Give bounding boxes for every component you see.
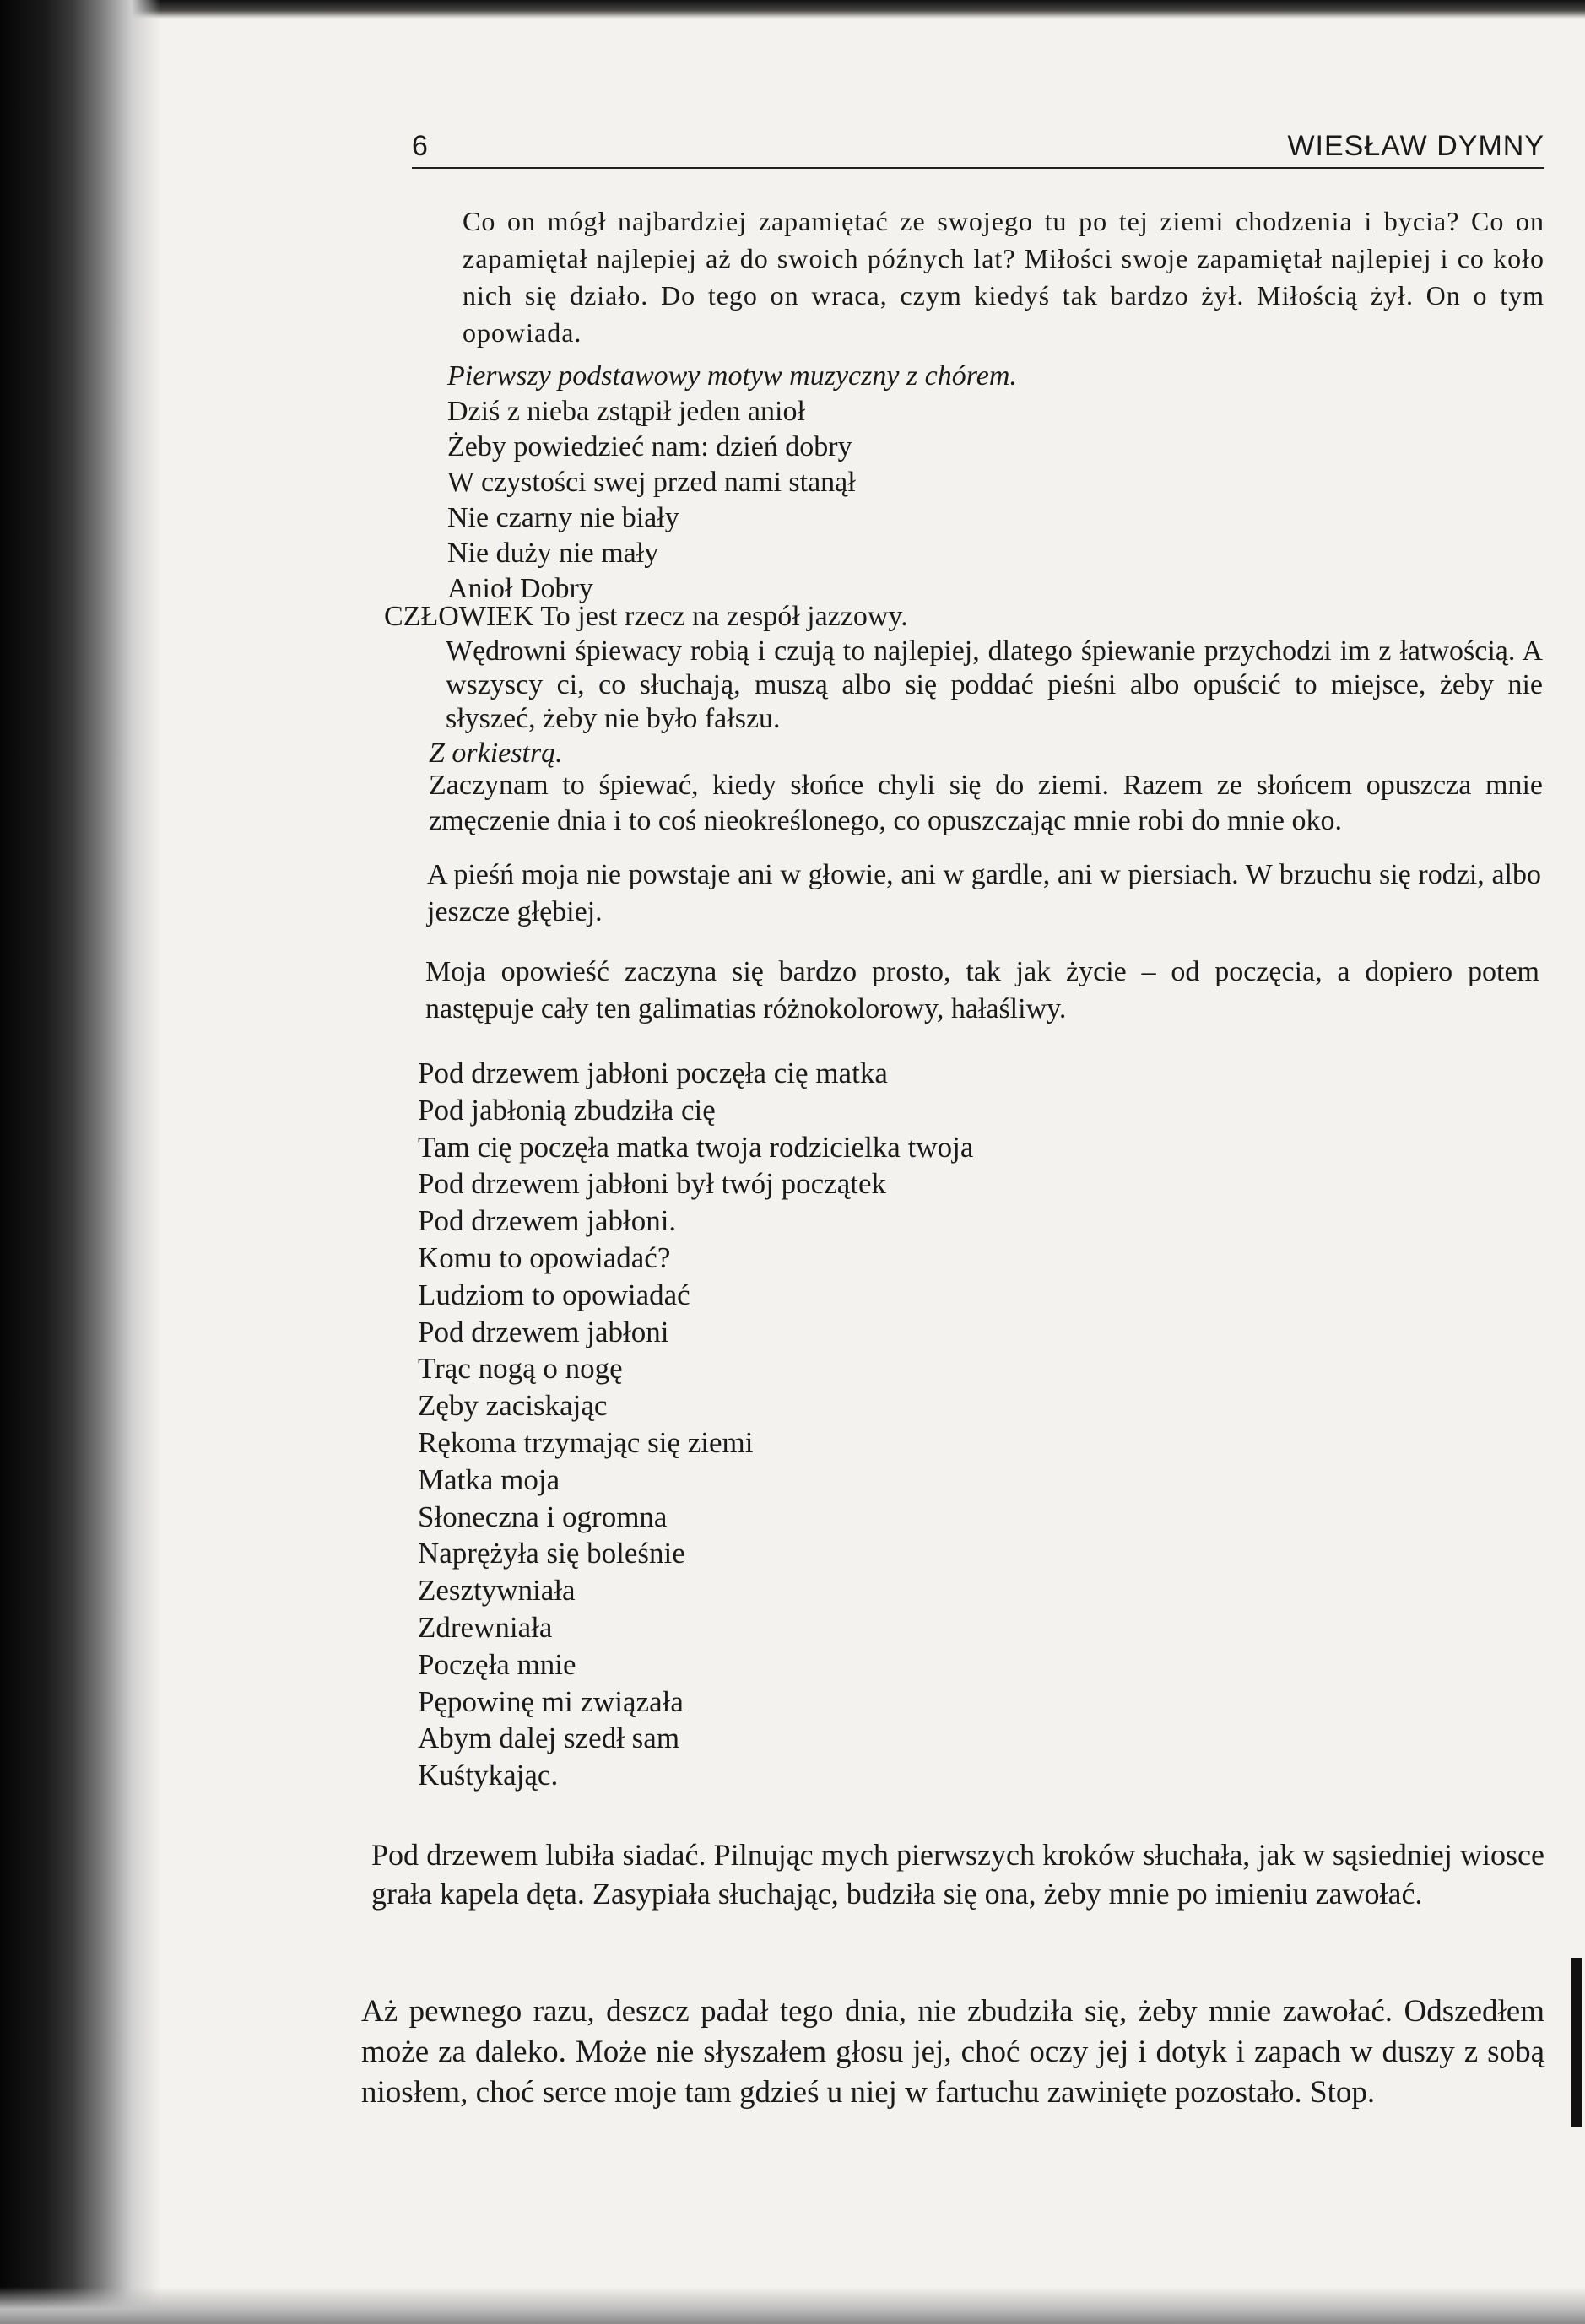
poem-line: Naprężyła się boleśnie [418,1537,685,1570]
song-line: Anioł Dobry [447,573,593,604]
poem-line: Zdrewniała [418,1610,553,1644]
angel-song [447,394,1460,607]
song-line: Nie duży nie mały [447,538,659,569]
page-number: 6 [412,130,428,162]
poem-line: Abym dalej szedł sam [418,1721,680,1755]
poem-line: Pod drzewem jabłoni. [418,1204,677,1238]
poem-line: Pod drzewem jabłoni był twój początek [418,1167,886,1201]
story-start-paragraph: Moja opowieść zaczyna się bardzo prosto, tak jak życie – od poczęcia, a dopiero potem następuje cały ten galimatias różnokolorowy, hałaśliwy. [425,956,1539,1024]
running-title: WIESŁAW DYMNY [1287,130,1544,162]
song-line: Dziś z nieba zstąpił jeden anioł [447,396,805,427]
poem-line: Ludziom to opowiadać [418,1278,690,1311]
stage-direction-orchestra: Z orkiestrą. [429,738,563,769]
ending-paragraph: Aż pewnego razu, deszcz padał tego dnia, nie zbudziła się, żeby mnie zawołać. Odszedłem może za daleko. Może nie słyszałem głosu jej, choć oczy jej i dotyk i zapach w duszy z sobą niosłem, choć serce moje tam gdzieś u niej w fartuchu zawinięte pozostało. Stop. [361,1994,1544,2110]
poem-line: Pod jabłonią zbudziła cię [418,1093,716,1127]
poem-line: Trąc nogą o nogę [418,1352,623,1386]
scan-margin-mark [1571,1958,1582,2127]
scan-bottom-shadow [0,2287,1585,2324]
poem-line: Matka moja [418,1462,560,1496]
czlowiek-line: CZŁOWIEK To jest rzecz na zespół jazzowy. [384,601,908,632]
poem-line: Komu to opowiadać? [418,1240,671,1274]
song-origin-paragraph: A pieśń moja nie powstaje ani w głowie, ani w gardle, ani w piersiach. W brzuchu się rodzi, albo jeszcze głębiej. [427,859,1541,927]
stage-direction-music: Pierwszy podstawowy motyw muzyczny z chórem. [447,360,1017,392]
poem-line: Kuśtykając. [418,1759,559,1792]
poem-line: Pępowinę mi związała [418,1684,684,1718]
poem-line: Zesztywniała [418,1574,576,1608]
mother-paragraph: Pod drzewem lubiła siadać. Pilnując mych pierwszych kroków słuchała, jak w sąsiedniej wiosce grała kapela dęta. Zasypiała słuchając, budziła się ona, żeby mnie po imieniu zawołać. [371,1838,1544,1911]
song-line: Żeby powiedzieć nam: dzień dobry [447,431,852,462]
wanderers-paragraph: Wędrowni śpiewacy robią i czują to najlepiej, dlatego śpiewanie przychodzi im z łatwością. A wszyscy ci, co słuchają, muszą albo się poddać pieśni albo opuścić to miejsce, żeby nie słyszeć, żeby nie było fałszu. [446,635,1543,734]
apple-poem [418,1055,1346,1794]
sunset-paragraph: Zaczynam to śpiewać, kiedy słońce chyli się do ziemi. Razem ze słońcem opuszcza mnie zmęczenie dnia i to coś nieokreślonego, co opuszczając mnie robi do mnie oko. [429,770,1543,836]
scan-binding-shadow [0,0,160,2324]
song-line: Nie czarny nie biały [447,502,679,533]
scan-top-shadow [0,0,1585,19]
poem-line: Zęby zaciskając [418,1389,608,1423]
poem-line: Pod drzewem jabłoni [418,1315,669,1348]
poem-line: Tam cię poczęła matka twoja rodzicielka twoja [418,1130,974,1164]
song-line: W czystości swej przed nami stanął [447,467,856,498]
poem-line: Poczęła mnie [418,1647,576,1681]
running-head [412,127,1544,169]
poem-line: Rękoma trzymając się ziemi [418,1425,754,1459]
intro-paragraph: Co on mógł najbardziej zapamiętać ze swojego tu po tej ziemi chodzenia i bycia? Co on zapamiętał najlepiej aż do swoich późnych lat? Miłości swoje zapamiętał najlepiej i co koło nich się działo. Do tego on wraca, czym kiedyś tak bardzo żył. Miłością żył. On o tym opowiada. [463,206,1544,348]
poem-line: Słoneczna i ogromna [418,1500,668,1533]
poem-line: Pod drzewem jabłoni poczęła cię matka [418,1057,888,1089]
